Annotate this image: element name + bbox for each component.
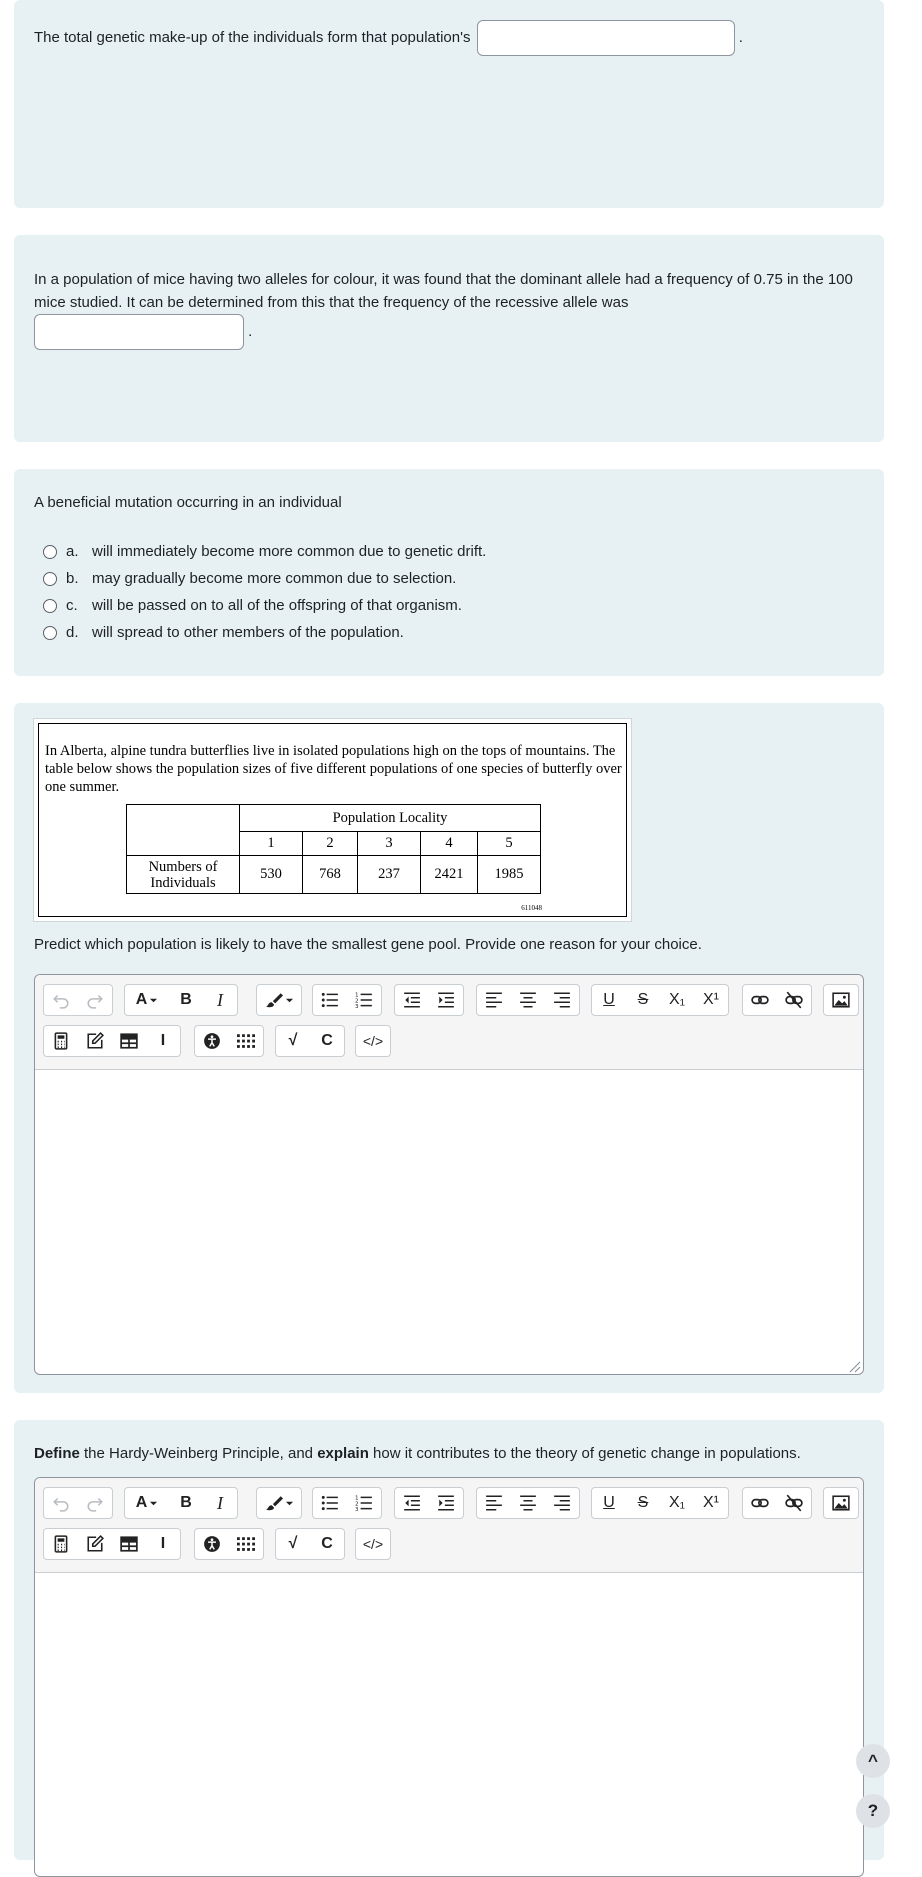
help-button[interactable]: [856, 1794, 890, 1828]
ordered-list-button[interactable]: [347, 985, 381, 1015]
figure-intro: In Alberta, alpine tundra butterflies live in isolated populations high on the tops of mountains. The table below shows the population sizes of five different populations of one species of butterfly over one summer.: [45, 743, 622, 795]
subscript-button[interactable]: [660, 1488, 694, 1518]
chemistry-button[interactable]: [310, 1026, 344, 1056]
align-left-icon: [485, 991, 503, 1009]
option-b-text: may gradually become more common due to selection.: [92, 570, 457, 587]
prompt-end: how it contributes to the theory of genetic change in populations.: [368, 1445, 801, 1462]
undo-button[interactable]: [44, 985, 78, 1015]
text-cursor-button[interactable]: [146, 1026, 180, 1056]
accessibility-icon: [203, 1032, 221, 1050]
superscript-button[interactable]: [694, 1488, 728, 1518]
indent-icon: [437, 991, 455, 1009]
font-group: [124, 1487, 238, 1519]
grid-icon: [237, 1032, 255, 1050]
indent-icon: [437, 1494, 455, 1512]
font-group: [124, 984, 238, 1016]
question-card-3: [14, 469, 884, 676]
option-b[interactable]: [34, 565, 864, 592]
format-group: [591, 984, 729, 1016]
option-c[interactable]: [34, 592, 864, 619]
unordered-list-button[interactable]: [313, 1488, 347, 1518]
undo-button[interactable]: [44, 1488, 78, 1518]
link-group: [742, 1487, 812, 1519]
table-icon: [120, 1032, 138, 1050]
align-right-icon: [553, 1494, 571, 1512]
strikethrough-icon: S: [637, 1494, 649, 1511]
option-d[interactable]: [34, 619, 864, 646]
numbered-list-icon: [355, 991, 373, 1009]
link-button[interactable]: [743, 1488, 777, 1518]
ordered-list-button[interactable]: [347, 1488, 381, 1518]
option-d-text: will spread to other members of the population.: [92, 624, 404, 641]
subscript-button[interactable]: [660, 985, 694, 1015]
locality-2: 2: [303, 832, 358, 856]
grid-icon: [237, 1535, 255, 1553]
bold-icon: B: [180, 1494, 192, 1511]
editor-toolbar: [35, 975, 863, 1070]
question-3-text: A beneficial mutation occurring in an individual: [34, 494, 342, 511]
font-size-button[interactable]: [125, 1488, 169, 1518]
special-group: [194, 1528, 264, 1560]
question-card-1: [14, 0, 884, 208]
unlink-button[interactable]: [777, 1488, 811, 1518]
strikethrough-button[interactable]: [626, 985, 660, 1015]
locality-4: 4: [421, 832, 478, 856]
calculator-icon: [52, 1032, 70, 1050]
back-to-top-button[interactable]: [856, 1744, 890, 1778]
table-button[interactable]: [112, 1026, 146, 1056]
redo-icon: [86, 991, 104, 1009]
question-1-answer-input[interactable]: [477, 20, 735, 56]
option-c-text: will be passed on to all of the offspring of that organism.: [92, 597, 462, 614]
resize-handle-icon[interactable]: [847, 1359, 861, 1373]
redo-icon: [86, 1494, 104, 1512]
numbered-list-icon: [355, 1494, 373, 1512]
italic-icon: I: [217, 1492, 223, 1513]
chevron-down-icon: [149, 1499, 158, 1508]
chevron-up-icon: ^: [868, 1751, 878, 1770]
option-a-radio[interactable]: [43, 545, 57, 559]
prompt-explain: explain: [317, 1445, 369, 1462]
accessibility-button[interactable]: [195, 1529, 229, 1559]
style-group: [256, 1487, 302, 1519]
subscript-icon: X₁: [668, 991, 686, 1008]
font-icon: A: [135, 991, 148, 1008]
question-4-editor: [34, 974, 864, 1375]
question-4-text-area[interactable]: [35, 1070, 863, 1375]
prompt-mid: the Hardy-Weinberg Principle, and: [79, 1445, 318, 1462]
superscript-icon: X¹: [703, 991, 719, 1008]
locality-3: 3: [358, 832, 421, 856]
align-left-icon: [485, 1494, 503, 1512]
value-3: 237: [358, 856, 421, 894]
question-2-answer-input[interactable]: [34, 314, 244, 350]
question-2-text-block: [34, 255, 864, 350]
locality-1: 1: [240, 832, 303, 856]
media-group: [823, 1487, 859, 1519]
math-group: [275, 1025, 345, 1057]
prompt-define: Define: [34, 1445, 80, 1462]
special-group: [194, 1025, 264, 1057]
underline-icon: U: [603, 991, 615, 1008]
align-center-icon: [519, 1494, 537, 1512]
font-icon: A: [135, 1494, 148, 1511]
option-d-letter: d.: [66, 624, 79, 641]
option-b-letter: b.: [66, 570, 79, 587]
question-5-text-area[interactable]: [35, 1573, 863, 1877]
table-corner: [127, 805, 240, 856]
redo-button[interactable]: [78, 1488, 112, 1518]
sqrt-icon: √: [288, 1032, 298, 1049]
indent-button[interactable]: [429, 1488, 463, 1518]
align-left-button[interactable]: [477, 1488, 511, 1518]
population-table: [126, 804, 541, 894]
indent-group: [394, 1487, 464, 1519]
redo-button[interactable]: [78, 985, 112, 1015]
align-left-button[interactable]: [477, 985, 511, 1015]
link-icon: [751, 1494, 769, 1512]
special-chars-button[interactable]: [229, 1529, 263, 1559]
unlink-icon: [785, 991, 803, 1009]
code-group: [355, 1025, 391, 1057]
align-right-icon: [553, 991, 571, 1009]
calculator-icon: [52, 1535, 70, 1553]
bold-button[interactable]: [169, 1488, 203, 1518]
undo-icon: [52, 991, 70, 1009]
underline-icon: U: [603, 1494, 615, 1511]
code-icon: </>: [362, 1033, 384, 1049]
special-chars-button[interactable]: [229, 1026, 263, 1056]
tools-group: [43, 1528, 181, 1560]
question-card-4: [14, 703, 884, 1393]
edit-icon: [86, 1032, 104, 1050]
tools-group: [43, 1025, 181, 1057]
format-group: [591, 1487, 729, 1519]
image-icon: [832, 1494, 850, 1512]
text-style-button[interactable]: [257, 985, 301, 1015]
text-cursor-button[interactable]: [146, 1529, 180, 1559]
math-group: [275, 1528, 345, 1560]
question-2-suffix: .: [248, 322, 253, 340]
figure-frame: [38, 723, 627, 917]
style-group: [256, 984, 302, 1016]
unordered-list-button[interactable]: [313, 985, 347, 1015]
option-a-letter: a.: [66, 543, 79, 560]
help-icon: ?: [867, 1801, 879, 1820]
outdent-icon: [403, 1494, 421, 1512]
italic-button[interactable]: [203, 1488, 237, 1518]
figure-code: 611048: [521, 904, 542, 912]
edit-button[interactable]: [78, 1529, 112, 1559]
option-c-radio[interactable]: [43, 599, 57, 613]
question-card-5: [14, 1420, 884, 1860]
superscript-button[interactable]: [694, 985, 728, 1015]
bold-icon: B: [180, 991, 192, 1008]
code-icon: </>: [362, 1536, 384, 1552]
align-right-button[interactable]: [545, 1488, 579, 1518]
list-group: [312, 1487, 382, 1519]
outdent-button[interactable]: [395, 1488, 429, 1518]
question-card-2: [14, 235, 884, 442]
link-button[interactable]: [743, 985, 777, 1015]
locality-5: 5: [478, 832, 541, 856]
align-group: [476, 1487, 580, 1519]
edit-icon: [86, 1535, 104, 1553]
calculator-button[interactable]: [44, 1026, 78, 1056]
value-4: 2421: [421, 856, 478, 894]
html-source-button[interactable]: [356, 1529, 390, 1559]
unlink-button[interactable]: [777, 985, 811, 1015]
option-c-letter: c.: [66, 597, 78, 614]
value-2: 768: [303, 856, 358, 894]
align-group: [476, 984, 580, 1016]
chemistry-button[interactable]: [310, 1529, 344, 1559]
history-group: [43, 1487, 113, 1519]
value-5: 1985: [478, 856, 541, 894]
table-icon: [120, 1535, 138, 1553]
question-5-editor: [34, 1477, 864, 1877]
bullet-list-icon: [321, 991, 339, 1009]
text-style-button[interactable]: [257, 1488, 301, 1518]
code-group: [355, 1528, 391, 1560]
text-cursor-icon: I: [160, 1032, 166, 1049]
align-center-icon: [519, 991, 537, 1009]
calculator-button[interactable]: [44, 1529, 78, 1559]
strikethrough-icon: S: [637, 991, 649, 1008]
question-2-text: In a population of mice having two alleles for colour, it was found that the dominant allele had a frequency of 0.75 in the 100 mice studied. It can be determined from this that the frequency of the recessive allele was: [34, 271, 853, 311]
question-4-prompt: Predict which population is likely to have the smallest gene pool. Provide one reason for your choice.: [34, 936, 702, 953]
html-source-button[interactable]: [356, 1026, 390, 1056]
unlink-icon: [785, 1494, 803, 1512]
align-center-button[interactable]: [511, 1488, 545, 1518]
text-cursor-icon: I: [160, 1535, 166, 1552]
row-label: [127, 856, 240, 894]
undo-icon: [52, 1494, 70, 1512]
outdent-button[interactable]: [395, 985, 429, 1015]
chevron-down-icon: [285, 1499, 294, 1508]
indent-button[interactable]: [429, 985, 463, 1015]
outdent-icon: [403, 991, 421, 1009]
chevron-down-icon: [149, 996, 158, 1005]
equation-button[interactable]: [276, 1026, 310, 1056]
link-icon: [751, 991, 769, 1009]
align-right-button[interactable]: [545, 985, 579, 1015]
chemistry-icon: C: [321, 1032, 333, 1049]
bullet-list-icon: [321, 1494, 339, 1512]
accessibility-icon: [203, 1535, 221, 1553]
chemistry-icon: C: [321, 1535, 333, 1552]
editor-toolbar: [35, 1478, 863, 1573]
strikethrough-button[interactable]: [626, 1488, 660, 1518]
image-button[interactable]: [824, 1488, 858, 1518]
option-a[interactable]: [34, 538, 864, 565]
history-group: [43, 984, 113, 1016]
sqrt-icon: √: [288, 1535, 298, 1552]
row-label-text: Numbers of Individuals: [148, 858, 218, 891]
option-b-radio[interactable]: [43, 572, 57, 586]
italic-icon: I: [217, 989, 223, 1010]
option-d-radio[interactable]: [43, 626, 57, 640]
indent-group: [394, 984, 464, 1016]
question-1-text-line: [34, 20, 864, 56]
align-center-button[interactable]: [511, 985, 545, 1015]
question-5-prompt: [34, 1442, 864, 1465]
question-1-suffix: .: [738, 28, 743, 46]
question-1-text: The total genetic make-up of the individuals form that population's: [34, 28, 471, 46]
underline-button[interactable]: [592, 985, 626, 1015]
font-size-button[interactable]: [125, 985, 169, 1015]
image-button[interactable]: [824, 985, 858, 1015]
value-1: 530: [240, 856, 303, 894]
list-group: [312, 984, 382, 1016]
accessibility-button[interactable]: [195, 1026, 229, 1056]
chevron-down-icon: [285, 996, 294, 1005]
italic-button[interactable]: [203, 985, 237, 1015]
option-a-text: will immediately become more common due to genetic drift.: [92, 543, 487, 560]
link-group: [742, 984, 812, 1016]
brush-icon: [265, 1494, 283, 1512]
question-3-options: [34, 538, 864, 646]
brush-icon: [265, 991, 283, 1009]
table-button[interactable]: [112, 1529, 146, 1559]
media-group: [823, 984, 859, 1016]
superscript-icon: X¹: [703, 1494, 719, 1511]
underline-button[interactable]: [592, 1488, 626, 1518]
butterfly-figure: [34, 719, 631, 921]
subscript-icon: X₁: [668, 1494, 686, 1511]
equation-button[interactable]: [276, 1529, 310, 1559]
image-icon: [832, 991, 850, 1009]
table-header: Population Locality: [240, 805, 541, 832]
edit-button[interactable]: [78, 1026, 112, 1056]
bold-button[interactable]: [169, 985, 203, 1015]
